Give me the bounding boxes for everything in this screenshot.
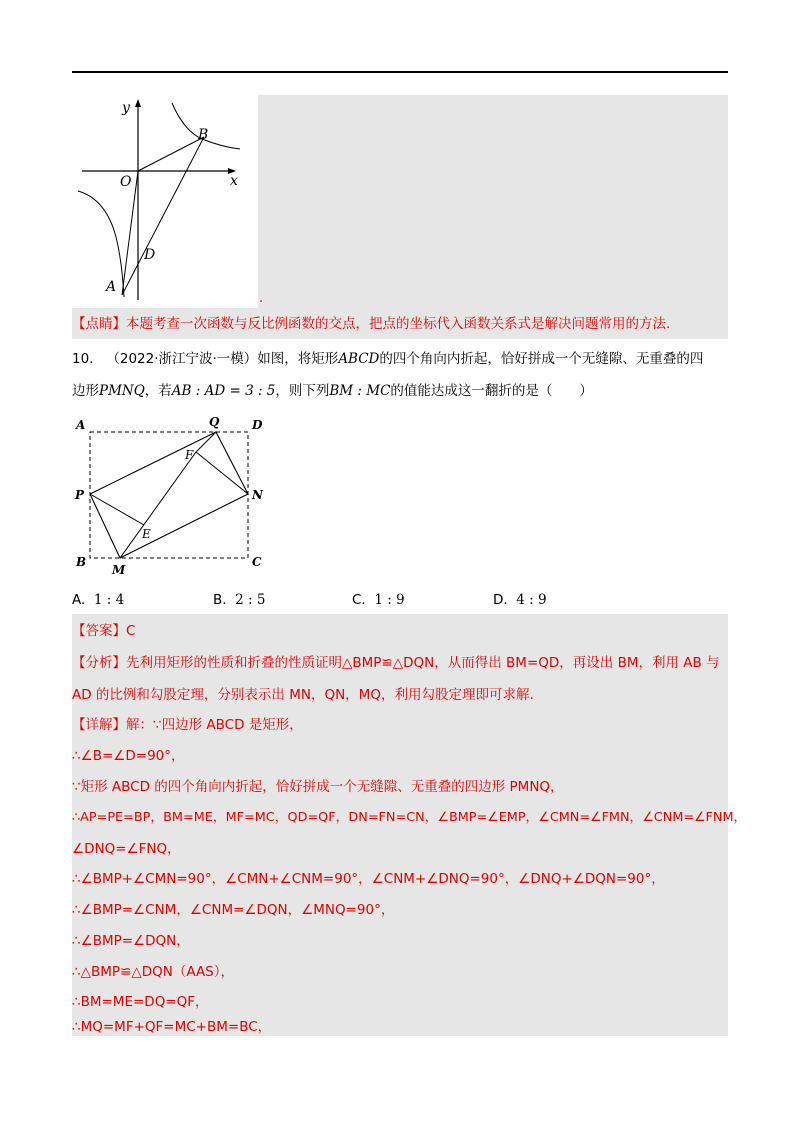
fold-qf <box>196 432 216 452</box>
fold-pe <box>90 494 144 525</box>
label-b: B <box>198 127 209 143</box>
detail-line-8: ∴△BMP≌△DQN（AAS）， <box>72 964 234 980</box>
answer-tag: 【答案】 <box>72 623 126 639</box>
question-line-2 <box>72 382 593 400</box>
question-text-3: ，若 <box>144 383 172 399</box>
fig-label-a: A <box>76 418 86 432</box>
rect-abcd: ABCD <box>338 351 380 367</box>
option-c[interactable] <box>352 592 405 608</box>
option-d[interactable] <box>493 592 547 608</box>
question-line-1 <box>72 350 703 368</box>
header-rule <box>72 71 728 73</box>
detail-line-3: ∴AP=PE=BP，BM=ME，MF=MC，QD=QF，DN=FN=CN，∠BMP=∠EMP，∠CMN=∠FMN，∠CNM=∠FNM， <box>72 810 747 825</box>
fig-label-p: P <box>75 488 85 502</box>
answer-text: C <box>126 623 136 639</box>
detail-tag: 【详解】 <box>72 717 126 733</box>
question-text-4: ，则下列 <box>275 383 330 399</box>
fig-label-f: F <box>185 448 194 462</box>
label-x: x <box>230 173 238 189</box>
fold-me-mf <box>120 452 196 558</box>
option-a-value: 1 : 4 <box>93 592 125 608</box>
question-text-2: 边形 <box>72 383 99 399</box>
ratio-ab-ad: AB : AD = 3 : 5 <box>171 383 276 399</box>
quad-pmnq: PMNQ <box>99 383 145 399</box>
analysis-line-2 <box>72 686 534 704</box>
option-b-letter: B. <box>213 592 227 608</box>
label-y: y <box>122 100 130 116</box>
detail-line-6: ∴∠BMP=∠CNM，∠CNM=∠DQN，∠MNQ=90°， <box>72 902 395 918</box>
answer-line <box>72 622 135 640</box>
analysis-line-1 <box>72 654 720 672</box>
analysis-text-2: AD 的比例和勾股定理，分别表示出 MN，QN，MQ，利用勾股定理即可求解. <box>72 687 534 703</box>
line-ab <box>122 137 204 295</box>
option-d-value: 4 : 9 <box>516 592 547 608</box>
figure-highlight <box>258 95 728 308</box>
label-d: D <box>144 247 156 263</box>
fig-label-n: N <box>252 488 263 502</box>
segment-ob <box>138 137 204 171</box>
y-axis-arrow <box>135 99 141 107</box>
fig-label-b: B <box>76 555 87 569</box>
question-source: （2022·浙江宁波·一模）如图，将矩形 <box>106 351 339 367</box>
fig-label-m: M <box>112 563 126 577</box>
option-a[interactable] <box>72 592 124 608</box>
detail-line-7: ∴∠BMP=∠DQN， <box>72 933 190 949</box>
fold-fn <box>196 452 248 494</box>
question-text-5: 的值能达成这一翻折的是（ ） <box>390 383 593 399</box>
dianjing-tag: 【点睛】 <box>72 316 126 332</box>
function-graph-figure <box>72 95 258 308</box>
label-a: A <box>106 279 117 295</box>
analysis-tag: 【分析】 <box>72 655 126 671</box>
quadrilateral-pmnq <box>90 432 248 558</box>
fig-label-e: E <box>142 527 151 541</box>
figure-dot: . <box>259 291 264 306</box>
hyperbola-lower-branch <box>78 191 124 297</box>
question-text-1: 的四个角向内折起，恰好拼成一个无缝隙、无重叠的四 <box>379 351 704 367</box>
detail-line-10: ∴MQ=MF+QF=MC+BM=BC， <box>72 1019 272 1035</box>
option-a-letter: A. <box>72 592 86 608</box>
option-c-value: 1 : 9 <box>374 592 405 608</box>
option-c-letter: C. <box>352 592 366 608</box>
detail-line-2: ∵矩形 ABCD 的四个角向内折起，恰好拼成一个无缝隙、无重叠的四边形 PMNQ， <box>72 779 564 795</box>
option-b-value: 2 : 5 <box>235 592 266 608</box>
ratio-bm-mc: BM : MC <box>329 383 391 399</box>
detail-line-0 <box>72 716 303 734</box>
detail-line-5: ∴∠BMP+∠CMN=90°，∠CMN+∠CNM=90°，∠CNM+∠DNQ=90°，∠DNQ+∠DQN=90°， <box>72 871 665 887</box>
dianjing-text: 本题考查一次函数与反比例函数的交点，把点的坐标代入函数关系式是解决问题常用的方法. <box>126 316 671 332</box>
fig-label-q: Q <box>209 415 220 429</box>
analysis-text-1: 先利用矩形的性质和折叠的性质证明△BMP≌△DQN，从而得出 BM=QD，再设出 BM，利用 AB 与 <box>126 655 720 671</box>
detail-line-4: ∠DNQ=∠FNQ， <box>72 841 181 857</box>
option-d-letter: D. <box>493 592 508 608</box>
fig-label-c: C <box>252 555 262 569</box>
detail-line-1: ∴∠B=∠D=90°， <box>72 748 185 764</box>
question-number: 10. <box>72 351 94 367</box>
folded-rectangle-figure <box>72 412 282 580</box>
option-b[interactable] <box>213 592 265 608</box>
detail-line-9: ∴BM=ME=DQ=QF， <box>72 994 209 1010</box>
detail-text-0: 解：∵四边形 ABCD 是矩形， <box>126 717 303 733</box>
rectangle-abcd-dashed <box>90 432 248 558</box>
label-o: O <box>120 174 132 190</box>
dianjing-line <box>72 315 670 333</box>
fig-label-d: D <box>252 418 263 432</box>
